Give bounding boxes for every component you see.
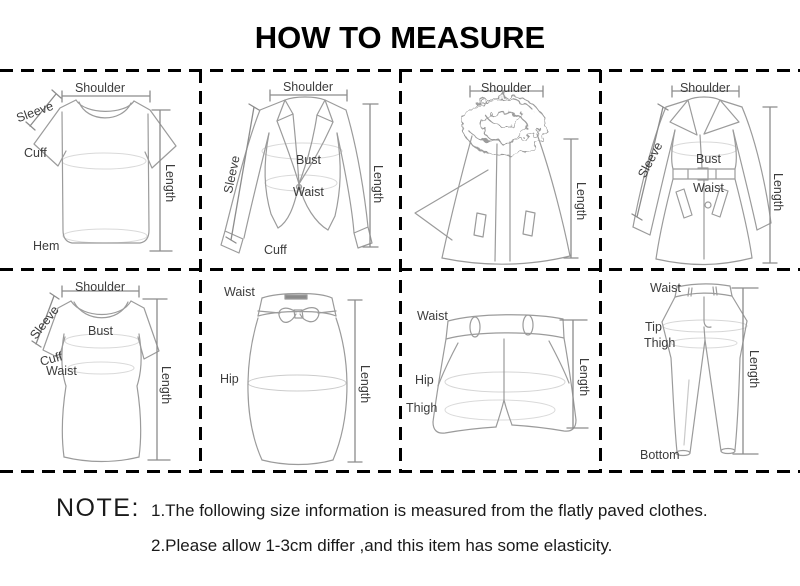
measure-label-sleeve: Sleeve — [27, 303, 62, 343]
measure-label-length: Length — [747, 350, 761, 389]
cell-pants — [600, 270, 800, 470]
measure-label-bust: Bust — [696, 152, 722, 166]
cell-belted-coat — [600, 70, 800, 270]
shorts-drawing — [400, 270, 600, 470]
note-line-2: 2.Please allow 1-3cm differ ,and this item has some elasticity. — [151, 536, 613, 555]
measure-label-shoulder: Shoulder — [74, 81, 126, 95]
pants-drawing — [600, 270, 800, 470]
measure-label-shoulder: Shoulder — [282, 80, 334, 94]
measure-label-sleeve: Sleeve — [635, 139, 666, 181]
note-line-1: 1.The following size information is measured from the flatly paved clothes. — [151, 501, 708, 520]
measure-label-length: Length — [577, 358, 591, 397]
cell-dress — [0, 270, 200, 470]
measure-label-waist: Waist — [293, 185, 324, 199]
measure-label-length: Length — [159, 366, 173, 405]
measure-label-shoulder: Shoulder — [74, 280, 126, 294]
measure-label-shoulder: Shoulder — [480, 81, 532, 95]
measure-label-waist: Waist — [650, 281, 681, 295]
belted-coat-drawing — [600, 70, 800, 270]
cell-fur-collar-cape — [400, 70, 600, 270]
measure-label-shoulder: Shoulder — [679, 81, 731, 95]
measure-label-bottom: Bottom — [640, 448, 680, 462]
cell-skirt — [200, 270, 400, 470]
measure-label-hip: Hip — [220, 372, 239, 386]
measure-label-length: Length — [574, 182, 588, 221]
measure-label-length: Length — [771, 173, 785, 212]
measure-label-cuff: Cuff — [38, 349, 64, 369]
measure-label-length: Length — [358, 365, 372, 404]
measure-label-tip: Tip — [645, 320, 662, 334]
cell-t-shirt — [0, 70, 200, 270]
cell-shorts — [400, 270, 600, 470]
page-title: HOW TO MEASURE — [254, 20, 546, 55]
measure-label-length: Length — [371, 165, 385, 204]
measure-label-waist: Waist — [224, 285, 255, 299]
measure-label-length: Length — [163, 164, 177, 203]
measure-label-sleeve: Sleeve — [221, 154, 243, 195]
measure-label-bust: Bust — [296, 153, 322, 167]
measure-label-hip: Hip — [415, 373, 434, 387]
note-heading: NOTE: — [56, 494, 140, 522]
measure-label-waist: Waist — [46, 364, 77, 378]
measure-label-hem: Hem — [33, 239, 60, 253]
measure-label-cuff: Cuff — [24, 146, 47, 160]
measure-label-thigh: Thigh — [406, 401, 438, 415]
measure-label-bust: Bust — [88, 324, 114, 338]
measure-label-waist: Waist — [417, 309, 448, 323]
fur-collar-cape-drawing — [400, 70, 600, 270]
measure-label-waist: Waist — [693, 181, 724, 195]
cell-blazer — [200, 70, 400, 270]
measure-label-cuff: Cuff — [264, 243, 287, 257]
measure-label-sleeve: Sleeve — [14, 98, 56, 126]
measure-label-thigh: Thigh — [644, 336, 676, 350]
